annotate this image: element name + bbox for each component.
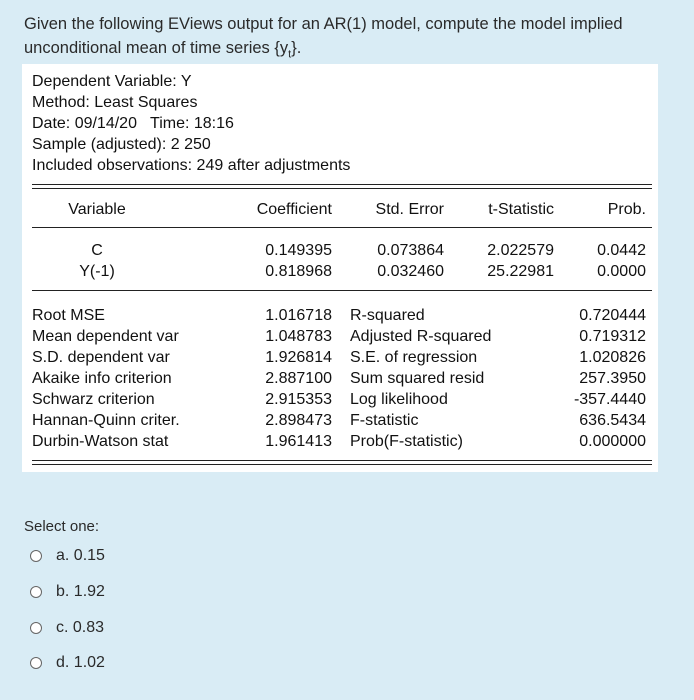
table-rule-stats (32, 290, 652, 291)
stat-value: 636.5434 (579, 412, 646, 429)
stat-value: 0.720444 (579, 307, 646, 324)
stat-label: Log likelihood (350, 391, 448, 408)
option-letter: a. (56, 547, 70, 564)
option-value: 1.02 (73, 654, 105, 671)
table-rule-bottom-double (32, 464, 652, 465)
option-value: 0.15 (73, 547, 105, 564)
stat-value: 1.020826 (579, 349, 646, 366)
stat-value: 2.887100 (265, 370, 332, 387)
question-suffix: }. (291, 39, 302, 57)
stat-label: Schwarz criterion (32, 391, 155, 408)
option-d[interactable] (30, 652, 105, 674)
stat-label: Sum squared resid (350, 370, 485, 387)
stat-label: S.D. dependent var (32, 349, 170, 366)
row-c-t-stat: 2.022579 (487, 242, 554, 259)
row-y1-std-error: 0.032460 (377, 263, 444, 280)
col-header-std-error: Std. Error (375, 201, 444, 218)
option-letter: c. (56, 619, 69, 636)
stat-value: 257.3950 (579, 370, 646, 387)
stat-label: R-squared (350, 307, 425, 324)
row-c-std-error: 0.073864 (377, 242, 444, 259)
select-one-label: Select one: (24, 518, 100, 535)
col-header-coefficient: Coefficient (256, 201, 332, 218)
stat-value: 0.000000 (579, 433, 646, 450)
option-letter: d. (56, 654, 70, 671)
stat-label: Root MSE (32, 307, 105, 324)
option-b[interactable] (30, 581, 105, 603)
row-y1-t-stat: 25.22981 (487, 263, 554, 280)
stat-value: 1.016718 (265, 307, 332, 324)
date-time: Date: 09/14/20 Time: 18:16 (32, 115, 234, 132)
stat-label: Prob(F-statistic) (350, 433, 463, 450)
included-observations: Included observations: 249 after adjustments (32, 157, 351, 174)
table-rule-top (32, 184, 652, 185)
question-body: Given the following EViews output for an AR(1) model, compute the model implied unconditional mean of time series {y (24, 15, 623, 57)
stat-label: Durbin-Watson stat (32, 433, 169, 450)
row-y1-variable: Y(-1) (79, 263, 115, 280)
option-c[interactable] (30, 617, 104, 639)
col-header-variable: Variable (68, 201, 126, 218)
row-y1-prob: 0.0000 (597, 263, 646, 280)
stat-label: Adjusted R-squared (350, 328, 492, 345)
table-rule-mid (32, 227, 652, 228)
row-c-coefficient: 0.149395 (265, 242, 332, 259)
col-header-t-statistic: t-Statistic (488, 201, 554, 218)
option-a[interactable] (30, 545, 105, 567)
stat-value: 2.898473 (265, 412, 332, 429)
radio-icon[interactable] (30, 657, 42, 669)
option-value: 1.92 (73, 583, 105, 600)
stat-value: 1.926814 (265, 349, 332, 366)
question-text (24, 12, 674, 66)
col-header-prob: Prob. (607, 201, 646, 218)
row-c-prob: 0.0442 (597, 242, 646, 259)
stat-value: 2.915353 (265, 391, 332, 408)
radio-icon[interactable] (30, 586, 42, 598)
stat-value: 1.961413 (265, 433, 332, 450)
stat-value: -357.4440 (573, 391, 646, 408)
table-rule-top-double (32, 188, 652, 189)
method: Method: Least Squares (32, 94, 198, 111)
dependent-variable: Dependent Variable: Y (32, 73, 192, 90)
radio-icon[interactable] (30, 550, 42, 562)
stat-value: 0.719312 (579, 328, 646, 345)
stat-label: S.E. of regression (350, 349, 478, 366)
row-y1-coefficient: 0.818968 (265, 263, 332, 280)
stat-label: Mean dependent var (32, 328, 179, 345)
stat-value: 1.048783 (265, 328, 332, 345)
stat-label: Hannan-Quinn criter. (32, 412, 180, 429)
option-value: 0.83 (72, 619, 105, 636)
option-letter: b. (56, 583, 70, 600)
row-c-variable: C (91, 242, 103, 259)
sample: Sample (adjusted): 2 250 (32, 136, 211, 153)
eviews-output (22, 64, 658, 472)
question-subscript: t (288, 48, 292, 61)
radio-icon[interactable] (30, 622, 42, 634)
table-rule-bottom (32, 460, 652, 461)
stat-label: Akaike info criterion (32, 370, 172, 387)
stat-label: F-statistic (350, 412, 419, 429)
